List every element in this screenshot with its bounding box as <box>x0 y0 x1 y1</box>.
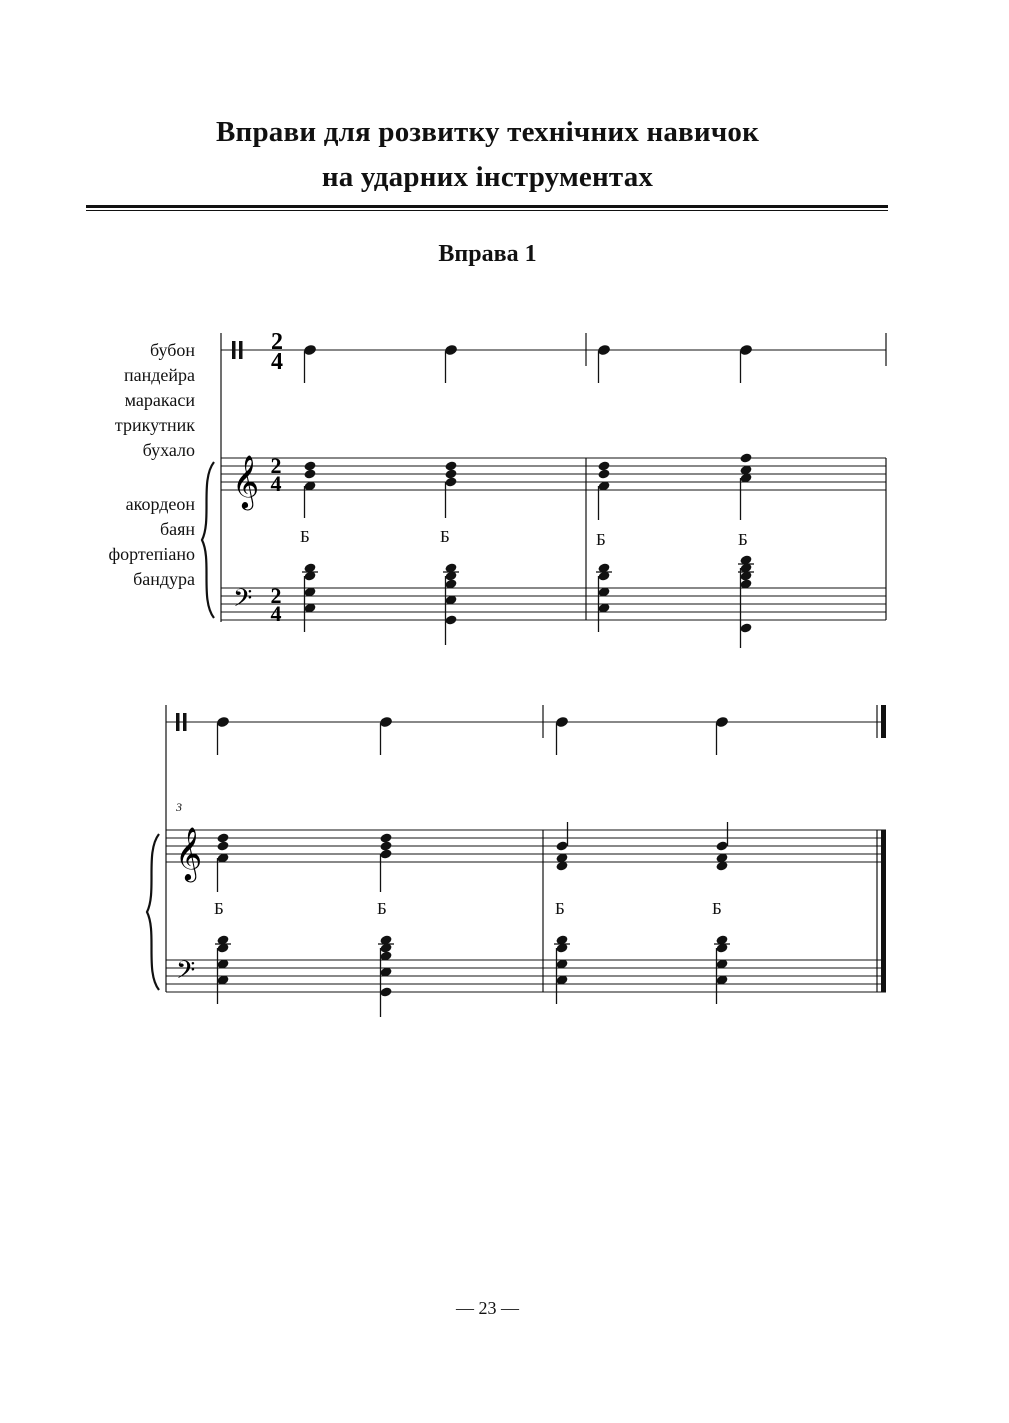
bass-chord <box>554 934 570 1004</box>
bass-chord <box>714 934 730 1004</box>
instrument-label-tambourine: бубон <box>149 340 195 360</box>
instrument-label-triangle: трикутник <box>114 415 195 435</box>
percussion-note <box>739 344 753 383</box>
bass-clef-icon: 𝄢 <box>176 956 196 991</box>
final-barline-thick <box>881 830 886 992</box>
bass-chord <box>596 562 612 632</box>
bass-chord <box>302 562 318 632</box>
brace-icon <box>202 462 214 618</box>
treble-chord <box>739 452 752 520</box>
time-signature-top: 2 <box>270 453 282 478</box>
instrument-label-pandeiro: пандейра <box>123 365 195 385</box>
chord-symbol: Б <box>738 530 748 549</box>
exercise-title: Вправа 1 <box>438 241 537 267</box>
percussion-note <box>597 344 611 383</box>
page-heading-line2: на ударних інструментах <box>321 161 654 193</box>
percussion-note <box>444 344 458 383</box>
instrument-label-piano: фортепіано <box>108 544 195 564</box>
final-barline-thick <box>881 705 886 738</box>
percussion-note <box>216 716 230 755</box>
treble-clef-icon: 𝄞 <box>175 826 203 880</box>
percussion-note <box>303 344 317 383</box>
bass-chord <box>738 554 754 648</box>
page-heading-line1: Вправи для розвитку технічних навичок <box>216 116 759 148</box>
treble-chord <box>715 822 728 872</box>
chord-symbol: Б <box>596 530 606 549</box>
chord-symbol: Б <box>377 899 387 918</box>
time-signature-bottom: 4 <box>270 471 282 496</box>
treble-clef-icon: 𝄞 <box>232 454 260 508</box>
instrument-label-accordion: акордеон <box>125 494 195 514</box>
percussion-note <box>379 716 393 755</box>
chord-symbol: Б <box>712 899 722 918</box>
chord-symbol: Б <box>300 527 310 546</box>
time-signature-bottom: 4 <box>271 349 283 375</box>
chord-symbol: Б <box>440 527 450 546</box>
bass-chord <box>215 934 231 1004</box>
percussion-note <box>555 716 569 755</box>
measure-number: 3 <box>176 800 182 814</box>
treble-staff <box>221 458 886 490</box>
instrument-label-bass-drum: бухало <box>142 440 195 460</box>
treble-chord <box>555 822 568 872</box>
treble-chord <box>303 460 316 518</box>
time-signature-top: 2 <box>271 329 283 355</box>
treble-chord <box>444 460 457 518</box>
instrument-label-maracas: маракаси <box>124 390 195 410</box>
bass-staff <box>166 960 886 992</box>
brace-icon <box>147 834 159 990</box>
instrument-label-bandura: бандура <box>133 569 195 589</box>
treble-staff <box>166 830 886 862</box>
page-number: — 23 — <box>456 1298 519 1318</box>
chord-symbol: Б <box>555 899 565 918</box>
instrument-label-bayan: баян <box>159 519 195 539</box>
time-signature-top: 2 <box>270 583 282 608</box>
chord-symbol: Б <box>214 899 224 918</box>
bass-clef-icon: 𝄢 <box>233 584 253 619</box>
time-signature-bottom: 4 <box>270 601 282 626</box>
bass-staff <box>221 588 886 620</box>
percussion-note <box>715 716 729 755</box>
